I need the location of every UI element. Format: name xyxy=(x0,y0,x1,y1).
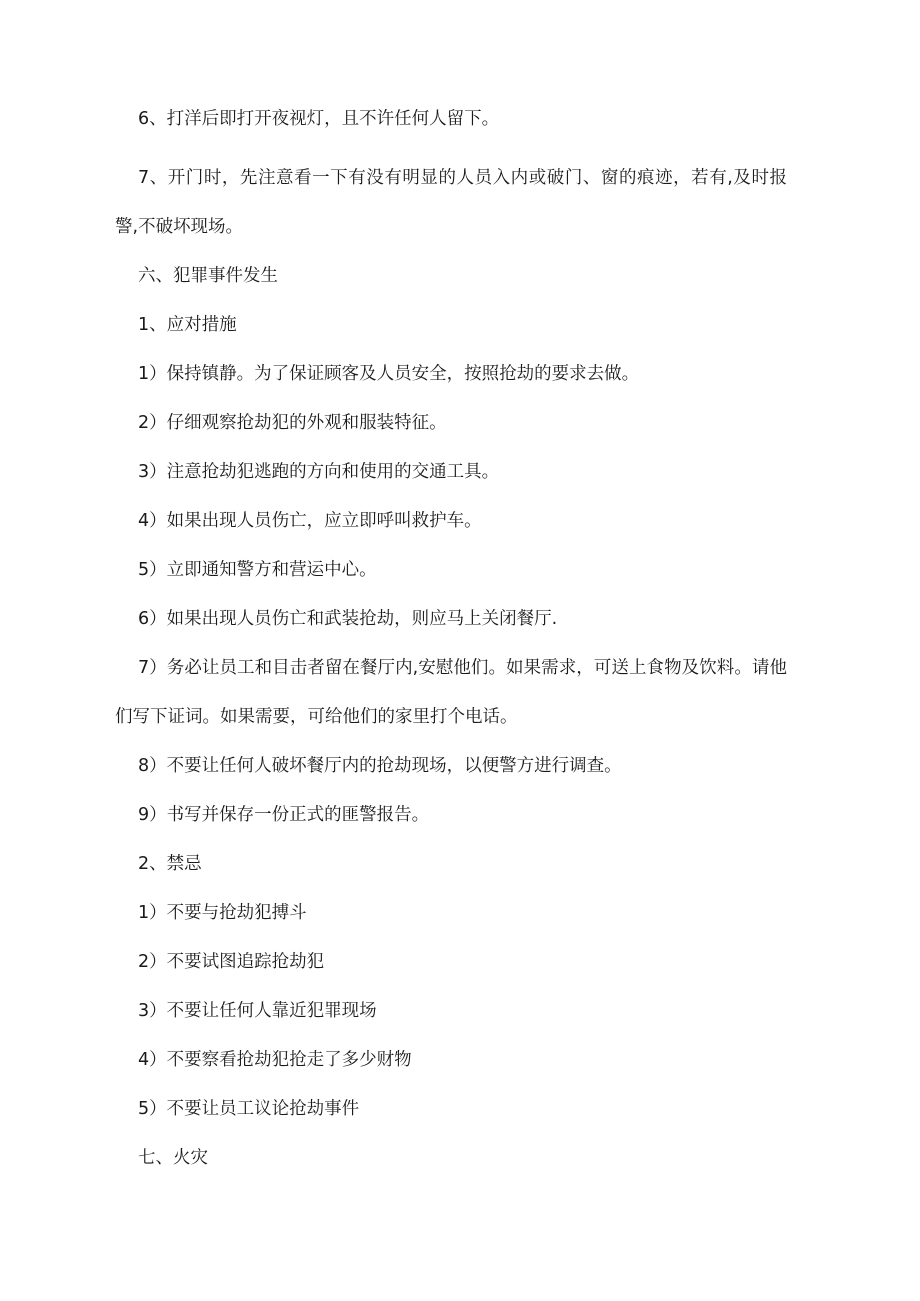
list-item: 1）保持镇静。为了保证顾客及人员安全，按照抢劫的要求去做。 xyxy=(138,364,640,384)
list-item: 3）不要让任何人靠近犯罪现场 xyxy=(138,1001,377,1021)
list-item: 6）如果出现人员伤亡和武装抢劫，则应马上关闭餐厅. xyxy=(138,609,558,629)
section-heading-6: 六、犯罪事件发生 xyxy=(138,266,278,286)
section-heading-7: 七、火灾 xyxy=(138,1148,208,1168)
list-item: 8）不要让任何人破坏餐厅内的抢劫现场，以便警方进行调查。 xyxy=(138,756,622,776)
subsection-heading-2: 2、禁忌 xyxy=(138,854,202,874)
list-item: 9）书写并保存一份正式的匪警报告。 xyxy=(138,805,430,825)
paragraph-2: 7、开门时，先注意看一下有没有明显的人员入内或破门、窗的痕迹，若有,及时报警,不破坏现场。 xyxy=(115,168,787,237)
list-item: 7）务必让员工和目击者留在餐厅内,安慰他们。如果需求，可送上食物及饮料。请他们写下证词。如果需要，可给他们的家里打个电话。 xyxy=(115,658,787,727)
paragraph-1: 6、打洋后即打开夜视灯，且不许任何人留下。 xyxy=(138,109,500,129)
list-item: 2）仔细观察抢劫犯的外观和服装特征。 xyxy=(138,413,447,433)
list-item: 2）不要试图追踪抢劫犯 xyxy=(138,952,325,972)
subsection-heading-1: 1、应对措施 xyxy=(138,315,237,335)
list-item: 4）不要察看抢劫犯抢走了多少财物 xyxy=(138,1050,412,1070)
list-item: 5）立即通知警方和营运中心。 xyxy=(138,560,377,580)
list-item: 3）注意抢劫犯逃跑的方向和使用的交通工具。 xyxy=(138,462,500,482)
list-item: 4）如果出现人员伤亡，应立即呼叫救护车。 xyxy=(138,511,482,531)
list-item: 1）不要与抢劫犯搏斗 xyxy=(138,903,307,923)
list-item: 5）不要让员工议论抢劫事件 xyxy=(138,1099,360,1119)
